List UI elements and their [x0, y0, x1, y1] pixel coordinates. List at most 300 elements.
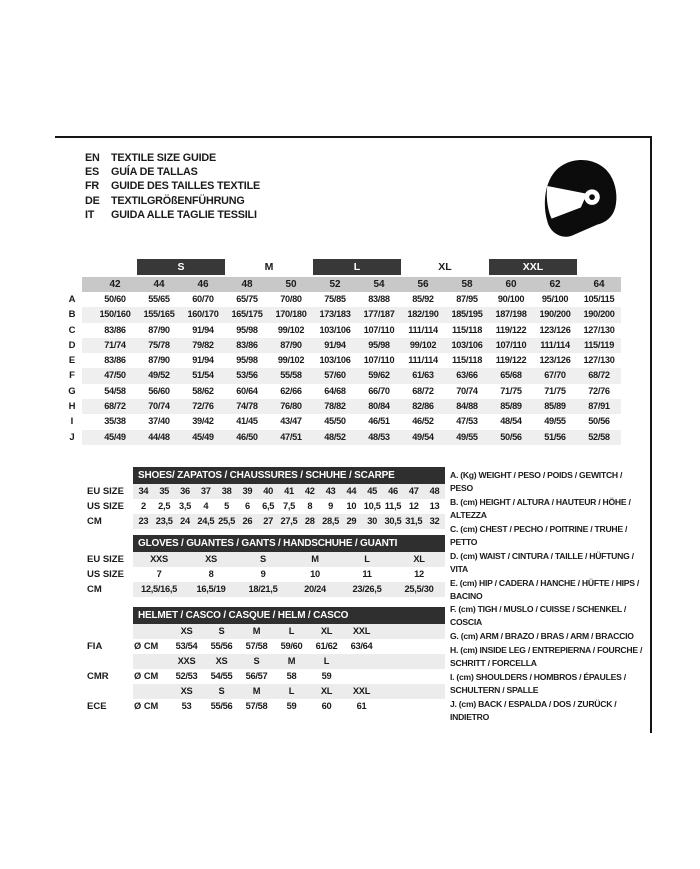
sub-value-cell: S	[218, 626, 225, 636]
sub-value-cell: 47	[408, 486, 419, 496]
size-value-cell: 107/110	[489, 338, 533, 353]
size-column-header: 50	[269, 277, 313, 292]
helmet-size-table	[87, 607, 447, 714]
size-value-cell: 95/100	[541, 294, 569, 304]
sub-value-cell: XL	[320, 626, 333, 636]
measurement-legend	[450, 469, 647, 725]
sub-table-row	[87, 639, 447, 654]
language-code: FR	[85, 180, 99, 193]
measure-row-label: F	[69, 370, 75, 382]
sub-row-label: EU SIZE	[87, 554, 124, 565]
sub-row-values	[133, 582, 445, 597]
measure-row-label: G	[68, 385, 76, 397]
sub-value-cell: 59	[286, 701, 297, 711]
size-value-cell: 70/80	[280, 294, 302, 304]
sub-table-row	[87, 699, 447, 714]
size-value-cell: 87/90	[148, 324, 170, 335]
size-value-cell: 43/47	[280, 416, 302, 427]
sub-value-cell: 54/55	[210, 671, 233, 681]
unit-cell: Ø CM	[134, 641, 159, 651]
size-value-cell: 71/75	[544, 385, 566, 396]
sub-value-cell: XL	[413, 554, 425, 564]
sub-value-cell: 11,5	[384, 501, 402, 511]
language-code: DE	[85, 194, 100, 207]
sub-row-label	[87, 654, 133, 669]
sub-value-cell: XS	[180, 626, 193, 636]
sub-table-row	[87, 582, 447, 597]
size-value-cell: 53/56	[225, 368, 269, 383]
size-column-header: 48	[225, 277, 269, 292]
size-value-cell: 79/82	[181, 338, 225, 353]
size-value-cell: 160/170	[181, 307, 225, 322]
sub-value-cell: 36	[180, 486, 190, 496]
legend-item: G. (cm) ARM / BRAZO / BRAS / ARM / BRACCIO	[450, 631, 634, 642]
size-value-cell: 85/89	[489, 399, 533, 414]
row-pad	[82, 323, 93, 338]
size-value-cell: 68/72	[93, 399, 137, 414]
sub-value-cell: 23	[138, 516, 149, 526]
unit-cell	[133, 684, 169, 699]
sub-value-cell: XXL	[352, 686, 371, 696]
size-value-cell: 119/122	[495, 324, 527, 335]
size-value-cell: 91/94	[192, 355, 214, 366]
size-value-cell: 80/84	[357, 399, 401, 414]
sub-row-values	[133, 567, 445, 582]
sub-value-cell: 41	[284, 486, 294, 496]
sub-row-label: CM	[87, 584, 102, 595]
size-value-cell: 48/53	[357, 430, 401, 445]
sub-value-cell: 38	[221, 486, 232, 496]
guide-title: GUÍA DE TALLAS	[111, 166, 198, 179]
sub-value-cell: 25,5	[218, 516, 236, 526]
size-value-cell: 95/98	[357, 338, 401, 353]
size-value-cell: 51/56	[533, 430, 577, 445]
size-value-cell: 62/66	[280, 385, 302, 396]
size-value-cell: 48/54	[500, 416, 522, 427]
size-value-cell: 75/85	[324, 294, 346, 304]
measure-row-label: D	[68, 339, 76, 351]
size-value-cell: 52/58	[577, 430, 621, 445]
sub-row-label: US SIZE	[87, 501, 124, 512]
legend-item: E. (cm) HIP / CADERA / HANCHE / HÜFTE / HIPS / BACINO	[450, 577, 640, 601]
size-value-cell: 123/126	[539, 324, 571, 335]
size-value-cell: 51/54	[181, 368, 225, 383]
size-value-cell: 173/183	[313, 307, 357, 322]
sub-value-cell: 12,5/16,5	[140, 584, 178, 594]
sub-row-values	[133, 552, 445, 567]
size-column-header: 44	[137, 277, 181, 292]
language-title-list	[85, 151, 260, 222]
size-value-cell: 187/198	[489, 307, 533, 322]
size-value-cell: 182/190	[401, 307, 445, 322]
sub-value-cell: 60	[321, 701, 332, 711]
sub-value-cell: 53	[181, 701, 192, 711]
guide-title: TEXTILGRÖßENFÜHRUNG	[111, 194, 245, 207]
sub-value-cell: XS	[205, 554, 217, 564]
legend-item: I. (cm) SHOULDERS / HOMBROS / ÉPAULES / SCHULTERN / SPALLE	[450, 672, 626, 696]
size-column-header: 42	[93, 277, 137, 292]
size-value-cell: 64/68	[324, 385, 346, 396]
size-value-cell: 165/175	[225, 307, 269, 322]
sub-value-cell: 53/54	[175, 641, 198, 651]
row-pad	[82, 384, 93, 399]
measure-row-label: A	[68, 294, 76, 305]
measure-row-label: J	[69, 431, 75, 443]
unit-cell	[133, 624, 169, 639]
size-value-cell: 44/48	[137, 430, 181, 445]
size-value-cell: 48/52	[313, 430, 357, 445]
size-value-cell: 47/51	[269, 430, 313, 445]
size-value-cell: 49/54	[401, 430, 445, 445]
sub-value-cell: 58	[286, 671, 297, 681]
size-value-cell: 72/76	[181, 399, 225, 414]
size-value-cell: 68/72	[412, 385, 434, 396]
sub-value-cell: 2	[140, 501, 146, 511]
sub-value-cell: 43	[325, 486, 336, 496]
sub-row-label: FIA	[87, 641, 103, 652]
size-value-cell: 75/78	[137, 338, 181, 353]
size-value-cell: 99/102	[277, 355, 305, 366]
sub-value-cell: 61	[356, 701, 367, 711]
size-value-cell: 66/70	[368, 385, 390, 396]
sub-row-label: ECE	[87, 701, 107, 712]
sub-row-values	[133, 669, 445, 684]
sub-value-cell: 35	[159, 486, 170, 496]
size-value-cell: 111/114	[408, 324, 438, 335]
sub-value-cell: 37	[200, 486, 211, 496]
size-value-cell: 91/94	[313, 338, 357, 353]
sub-value-cell: 9	[328, 501, 333, 511]
size-value-cell: 61/63	[401, 368, 445, 383]
size-value-cell: 82/86	[401, 399, 445, 414]
size-value-cell: 115/118	[451, 355, 483, 366]
sub-value-cell: M	[252, 686, 261, 696]
size-value-cell: 177/187	[357, 307, 401, 322]
sub-value-cell: 34	[138, 486, 149, 496]
size-value-cell: 70/74	[456, 385, 478, 396]
size-value-cell: 123/126	[539, 355, 571, 366]
legend-item: C. (cm) CHEST / PECHO / POITRINE / TRUHE / PETTO	[450, 523, 628, 547]
sub-value-cell: 12	[408, 501, 419, 511]
size-value-cell: 85/92	[412, 294, 434, 304]
sub-value-cell: 30	[367, 516, 378, 526]
size-value-cell: 71/74	[93, 338, 137, 353]
sub-table-row	[87, 684, 447, 699]
sub-value-cell: 9	[260, 569, 266, 579]
sub-table-row	[87, 484, 447, 499]
size-value-cell: 76/80	[269, 399, 313, 414]
sub-value-cell: 52/53	[175, 671, 198, 681]
gloves-table-rows	[87, 552, 447, 597]
sub-table-row	[87, 624, 447, 639]
group-spacer	[62, 259, 137, 275]
sub-row-values	[133, 499, 445, 514]
size-column-header: 54	[357, 277, 401, 292]
measure-row-label: I	[70, 416, 74, 428]
right-border-line	[650, 136, 652, 733]
size-value-cell: 49/52	[137, 368, 181, 383]
row-pad	[82, 307, 93, 322]
size-value-cell: 103/106	[445, 338, 489, 353]
size-column-header: 58	[445, 277, 489, 292]
sub-value-cell: 39	[242, 486, 253, 496]
size-group-l: L	[313, 259, 401, 275]
size-table-row	[62, 307, 621, 322]
legend-item: F. (cm) TIGH / MUSLO / CUISSE / SCHENKEL / COSCIA	[450, 604, 627, 628]
sub-value-cell: L	[364, 554, 370, 564]
size-value-cell: 105/115	[583, 294, 615, 304]
measure-row-label: H	[68, 401, 76, 413]
sub-value-cell: 61/62	[315, 641, 338, 651]
size-value-cell: 78/82	[313, 399, 357, 414]
sub-row-values	[133, 639, 445, 654]
guide-title: GUIDA ALLE TAGLIE TESSILI	[111, 208, 257, 221]
size-value-cell: 87/90	[148, 355, 170, 366]
sub-value-cell: 10	[346, 501, 357, 511]
size-value-cell: 72/76	[588, 385, 610, 396]
unit-cell	[133, 654, 169, 669]
sub-value-cell: 42	[304, 486, 315, 496]
sub-value-cell: 27,5	[280, 516, 298, 526]
size-column-header: 56	[401, 277, 445, 292]
sub-row-values	[133, 684, 445, 699]
size-value-cell: 91/94	[192, 324, 214, 335]
sub-value-cell: 11	[362, 569, 372, 579]
sub-value-cell: 18/21,5	[248, 584, 278, 594]
sub-value-cell: 31,5	[405, 516, 423, 526]
sub-value-cell: 16,5/19	[196, 584, 226, 594]
sub-value-cell: 6,5	[262, 501, 275, 511]
size-value-cell: 49/55	[544, 416, 566, 427]
unit-cell: Ø CM	[134, 671, 159, 681]
size-value-cell: 57/60	[313, 368, 357, 383]
size-value-cell: 190/200	[577, 307, 621, 322]
sub-value-cell: 46	[388, 486, 398, 496]
size-value-cell: 119/122	[495, 355, 527, 366]
size-value-cell: 60/70	[192, 294, 214, 304]
sub-value-cell: 6	[244, 501, 250, 511]
size-value-cell: 47/50	[93, 368, 137, 383]
size-value-cell: 65/75	[236, 294, 258, 304]
size-group-header-row	[62, 259, 621, 275]
sub-value-cell: 4	[203, 501, 209, 511]
size-value-cell: 37/40	[148, 416, 170, 427]
size-table-row	[62, 399, 621, 414]
size-header-corner	[62, 277, 82, 292]
size-value-cell: 68/72	[577, 368, 621, 383]
legend-item: J. (cm) BACK / ESPALDA / DOS / ZURÜCK / INDIETRO	[450, 699, 617, 723]
sub-value-cell: 55/56	[210, 641, 233, 651]
guide-title: GUIDE DES TAILLES TEXTILE	[111, 180, 260, 193]
sub-value-cell: 59	[321, 671, 332, 681]
size-value-cell: 111/114	[408, 355, 438, 366]
size-value-cell: 45/50	[324, 416, 346, 427]
sub-value-cell: XL	[320, 686, 333, 696]
size-group-xl: XL	[438, 261, 452, 273]
sub-table-row	[87, 552, 447, 567]
size-value-cell: 87/95	[456, 294, 478, 304]
size-value-cell: 58/62	[192, 385, 214, 396]
size-table-row	[62, 292, 621, 307]
sub-value-cell: 57/58	[245, 641, 268, 651]
size-value-cell: 84/88	[445, 399, 489, 414]
size-value-cell: 115/118	[451, 324, 483, 335]
size-value-cell: 67/70	[533, 368, 577, 383]
sub-value-cell: S	[260, 554, 266, 564]
unit-cell: Ø CM	[134, 701, 159, 711]
sub-value-cell: 55/56	[210, 701, 233, 711]
sub-value-cell: XXL	[352, 626, 371, 636]
size-table-row	[62, 384, 621, 399]
size-value-cell: 87/90	[269, 338, 313, 353]
legend-item: A. (Kg) WEIGHT / PESO / POIDS / GEWITCH / PESO	[450, 470, 623, 493]
legend-item: D. (cm) WAIST / CINTURA / TAILLE / HÜFTUNG / VITA	[450, 550, 634, 574]
sub-value-cell: 57/58	[245, 701, 268, 711]
sub-value-cell: 2,5	[158, 501, 171, 511]
sub-value-cell: XS	[215, 656, 228, 666]
sub-value-cell: 24	[180, 516, 190, 526]
sub-value-cell: 25,5/30	[404, 584, 434, 594]
size-value-cell: 155/165	[137, 307, 181, 322]
size-value-cell: 85/89	[533, 399, 577, 414]
sub-row-values	[133, 484, 445, 499]
sub-value-cell: XXS	[150, 554, 168, 564]
language-code: IT	[85, 208, 95, 221]
size-group-m: M	[264, 261, 274, 273]
sub-value-cell: 24,5	[197, 516, 215, 526]
sub-table-row	[87, 514, 447, 529]
shoes-table-rows	[87, 484, 447, 529]
size-table-row	[62, 368, 621, 383]
size-value-cell: 65/68	[489, 368, 533, 383]
size-value-cell: 74/78	[225, 399, 269, 414]
size-value-cell: 45/49	[181, 430, 225, 445]
row-pad	[82, 414, 93, 429]
sub-value-cell: L	[288, 626, 295, 636]
size-value-cell: 90/100	[497, 294, 525, 304]
size-value-cell: 190/200	[533, 307, 577, 322]
size-value-cell: 60/64	[236, 385, 258, 396]
size-value-cell: 83/86	[104, 324, 126, 335]
sub-value-cell: 10	[310, 569, 320, 579]
sub-row-label: EU SIZE	[87, 486, 124, 497]
sub-row-label: CMR	[87, 671, 109, 682]
size-value-cell: 95/98	[236, 355, 258, 366]
sub-value-cell: 23,5	[155, 516, 173, 526]
group-spacer	[577, 259, 621, 275]
sub-table-row	[87, 654, 447, 669]
size-value-cell: 83/88	[368, 294, 390, 304]
size-value-cell: 50/56	[489, 430, 533, 445]
size-value-cell: 46/52	[412, 416, 434, 427]
size-value-cell: 83/86	[225, 338, 269, 353]
sub-value-cell: 30,5	[384, 516, 402, 526]
size-number-header-row	[62, 277, 621, 292]
size-value-cell: 111/114	[533, 338, 577, 353]
sub-value-cell: 26	[242, 516, 253, 526]
language-code: ES	[85, 166, 100, 179]
row-pad	[82, 368, 93, 383]
row-pad	[82, 399, 93, 414]
shoes-size-table	[87, 467, 447, 529]
sub-value-cell: S	[218, 686, 225, 696]
sub-value-cell: 48	[429, 486, 440, 496]
helmet-table-title: HELMET / CASCO / CASQUE / HELM / CASCO	[133, 607, 445, 624]
size-value-cell: 185/195	[445, 307, 489, 322]
size-column-header: 52	[313, 277, 357, 292]
racing-helmet-icon	[537, 153, 623, 243]
size-value-cell: 55/58	[269, 368, 313, 383]
sub-row-label	[87, 684, 133, 699]
size-value-cell: 49/55	[445, 430, 489, 445]
sub-value-cell: 10,5	[363, 501, 381, 511]
sub-row-values	[133, 624, 445, 639]
sub-value-cell: 27	[263, 516, 274, 526]
size-value-cell: 35/38	[104, 416, 126, 427]
size-value-cell: 63/66	[445, 368, 489, 383]
sub-value-cell: 20/24	[304, 584, 326, 594]
sub-value-cell: 44	[346, 486, 357, 496]
sub-value-cell: 59/60	[280, 641, 303, 651]
language-row-de	[85, 194, 260, 208]
size-value-cell: 50/56	[588, 416, 610, 427]
sub-value-cell: 28,5	[322, 516, 340, 526]
language-row-it	[85, 208, 260, 222]
size-value-cell: 83/86	[104, 355, 126, 366]
size-value-cell: 54/58	[104, 385, 126, 396]
row-pad	[82, 338, 93, 353]
sub-value-cell: 23/26,5	[352, 584, 382, 594]
sub-row-values	[133, 699, 445, 714]
sub-value-cell: 28	[304, 516, 315, 526]
sub-value-cell: 40	[263, 486, 274, 496]
size-value-cell: 39/42	[192, 416, 214, 427]
helmet-table-rows	[87, 624, 447, 714]
sub-table-row	[87, 567, 447, 582]
size-value-cell: 87/91	[577, 399, 621, 414]
sub-table-row	[87, 499, 447, 514]
size-value-cell: 115/119	[577, 338, 621, 353]
sub-value-cell: 8	[307, 501, 313, 511]
size-value-cell: 170/180	[269, 307, 313, 322]
size-group-xxl: XXL	[489, 259, 577, 275]
language-code: EN	[85, 152, 100, 164]
size-value-cell: 127/130	[583, 355, 615, 366]
sub-value-cell: L	[323, 656, 330, 666]
measure-row-label: B	[68, 309, 76, 321]
sub-value-cell: 12	[414, 569, 424, 579]
size-value-cell: 127/130	[583, 324, 615, 335]
guide-title: TEXTILE SIZE GUIDE	[111, 152, 216, 164]
sub-value-cell: 56/57	[245, 671, 268, 681]
size-header-pad	[82, 277, 93, 292]
sub-value-cell: 7,5	[282, 501, 295, 511]
sub-row-label	[87, 624, 133, 639]
size-value-cell: 103/106	[319, 324, 351, 335]
sub-value-cell: XS	[180, 686, 193, 696]
measure-row-label: C	[68, 324, 76, 336]
size-value-cell: 99/102	[277, 324, 305, 335]
size-table-row	[62, 430, 621, 445]
textile-size-table	[62, 259, 621, 445]
size-value-cell: 41/45	[236, 416, 258, 427]
gloves-size-table	[87, 535, 447, 597]
size-value-cell: 107/110	[363, 355, 395, 366]
size-table-row	[62, 353, 621, 368]
sub-value-cell: 29	[346, 516, 357, 526]
size-group-s: S	[137, 259, 225, 275]
row-pad	[82, 430, 93, 445]
